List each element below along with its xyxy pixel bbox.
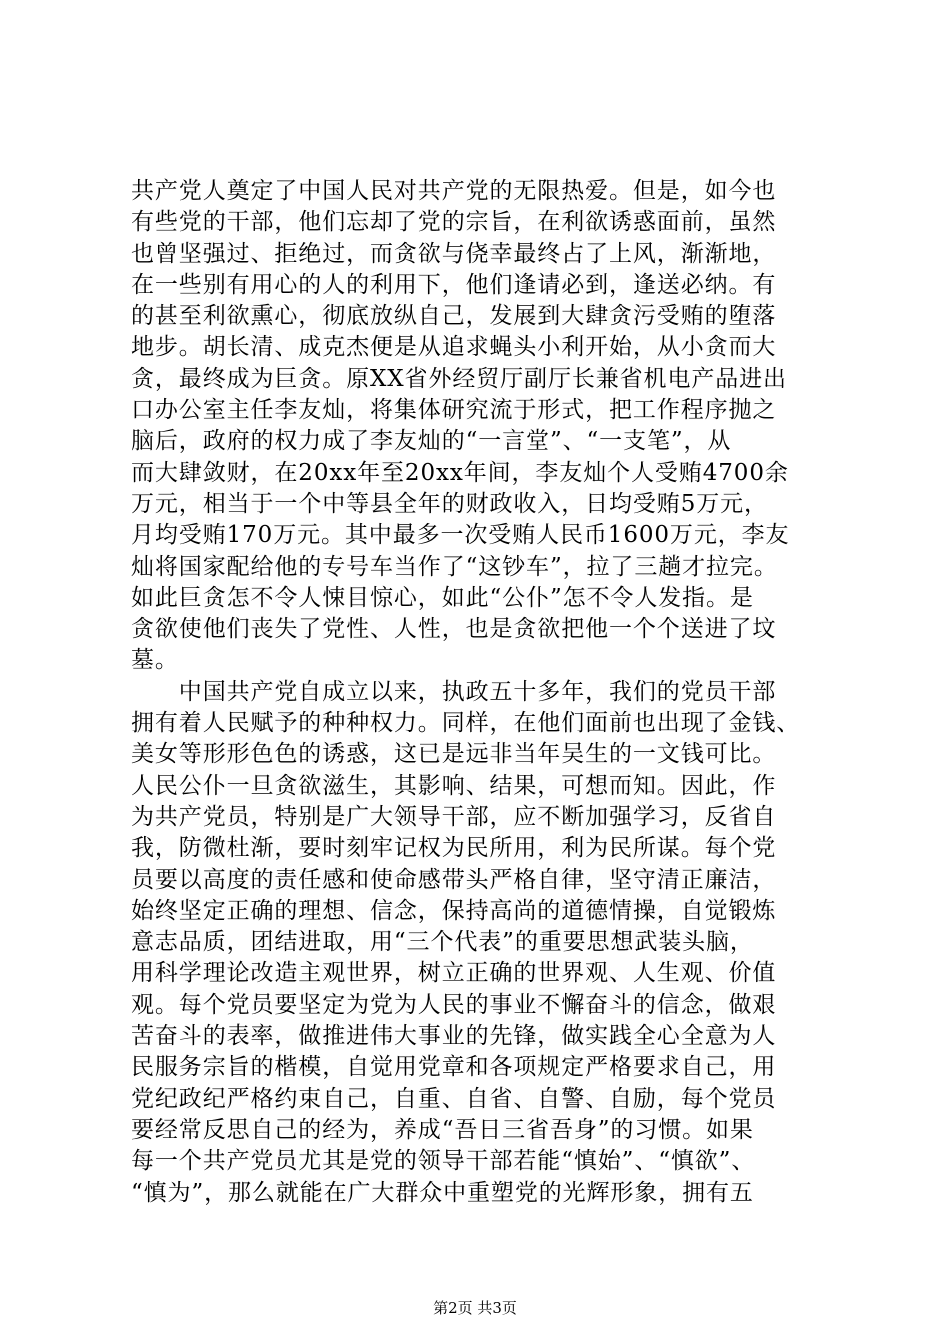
text-line: 中国共产党自成立以来，执政五十多年，我们的党员干部: [131, 678, 777, 705]
text-line: 我，防微杜渐，要时刻牢记权为民所用，利为民所谋。每个党: [131, 835, 777, 862]
text-line: 贪欲使他们丧失了党性、人性，也是贪欲把他一个个送进了坟: [131, 616, 777, 643]
text-line: 有些党的干部，他们忘却了党的宗旨，在利欲诱惑面前，虽然: [131, 209, 777, 236]
text-line: 始终坚定正确的理想、信念，保持高尚的道德情操，自觉锻炼: [131, 897, 777, 924]
text-line: 美女等形形色色的诱惑，这已是远非当年吴生的一文钱可比。: [131, 741, 777, 768]
text-line: 每一个共产党员尤其是党的领导干部若能“慎始”、“慎欲”、: [131, 1148, 756, 1175]
text-line: 意志品质，团结进取，用“三个代表”的重要思想武装头脑，: [131, 929, 754, 956]
text-line: 员要以高度的责任感和使命感带头严格自律，坚守清正廉洁，: [131, 866, 777, 893]
text-line: “慎为”，那么就能在广大群众中重塑党的光辉形象，拥有五: [131, 1179, 754, 1206]
text-line: 苦奋斗的表率，做推进伟大事业的先锋，做实践全心全意为人: [131, 1023, 777, 1050]
text-line: 观。每个党员要坚定为党为人民的事业不懈奋斗的信念，做艰: [131, 991, 777, 1018]
page-footer: 第2页 共3页: [433, 1299, 517, 1317]
text-line: 为共产党员，特别是广大领导干部，应不断加强学习，反省自: [131, 803, 777, 830]
text-line: 月均受贿170万元。其中最多一次受贿人民币1600万元，李友: [131, 522, 790, 549]
text-line: 拥有着人民赋予的种种权力。同样，在他们面前也出现了金钱、: [131, 710, 801, 737]
text-line: 如此巨贪怎不令人悚目惊心，如此“公仆”怎不令人发指。是: [131, 584, 754, 611]
text-line: 党纪政纪严格约束自己，自重、自省、自警、自励，每个党员: [131, 1085, 777, 1112]
body-text: [131, 176, 831, 1209]
text-line: 也曾坚强过、拒绝过，而贪欲与侥幸最终占了上风，渐渐地，: [131, 240, 777, 267]
text-line: 的甚至利欲熏心，彻底放纵自己，发展到大肆贪污受贿的堕落: [131, 303, 777, 330]
text-line: 要经常反思自己的经为，养成“吾日三省吾身”的习惯。如果: [131, 1116, 754, 1143]
text-line: 灿将国家配给他的专号车当作了“这钞车”，拉了三趟才拉完。: [131, 553, 778, 580]
text-line: 口办公室主任李友灿，将集体研究流于形式，把工作程序抛之: [131, 397, 777, 424]
text-line: 在一些别有用心的人的利用下，他们逢请必到，逢送必纳。有: [131, 271, 777, 298]
text-line: 民服务宗旨的楷模，自觉用党章和各项规定严格要求自己，用: [131, 1054, 777, 1081]
text-line: 而大肆敛财，在20xx年至20xx年间，李友灿个人受贿4700余: [131, 459, 789, 486]
text-line: 墓。: [131, 647, 179, 674]
text-line: 万元，相当于一个中等县全年的财政收入，日均受贿5万元，: [131, 490, 768, 517]
text-line: 用科学理论改造主观世界，树立正确的世界观、人生观、价值: [131, 960, 777, 987]
text-line: 贪，最终成为巨贪。原XX省外经贸厅副厅长兼省机电产品进出: [131, 365, 787, 392]
text-line: 地步。胡长清、成克杰便是从追求蝇头小利开始，从小贪而大: [131, 334, 777, 361]
text-line: 共产党人奠定了中国人民对共产党的无限热爱。但是，如今也: [131, 178, 777, 204]
text-line: 人民公仆一旦贪欲滋生，其影响、结果，可想而知。因此，作: [131, 772, 777, 799]
text-line: 脑后，政府的权力成了李友灿的“一言堂”、“一支笔”，从: [131, 428, 732, 455]
